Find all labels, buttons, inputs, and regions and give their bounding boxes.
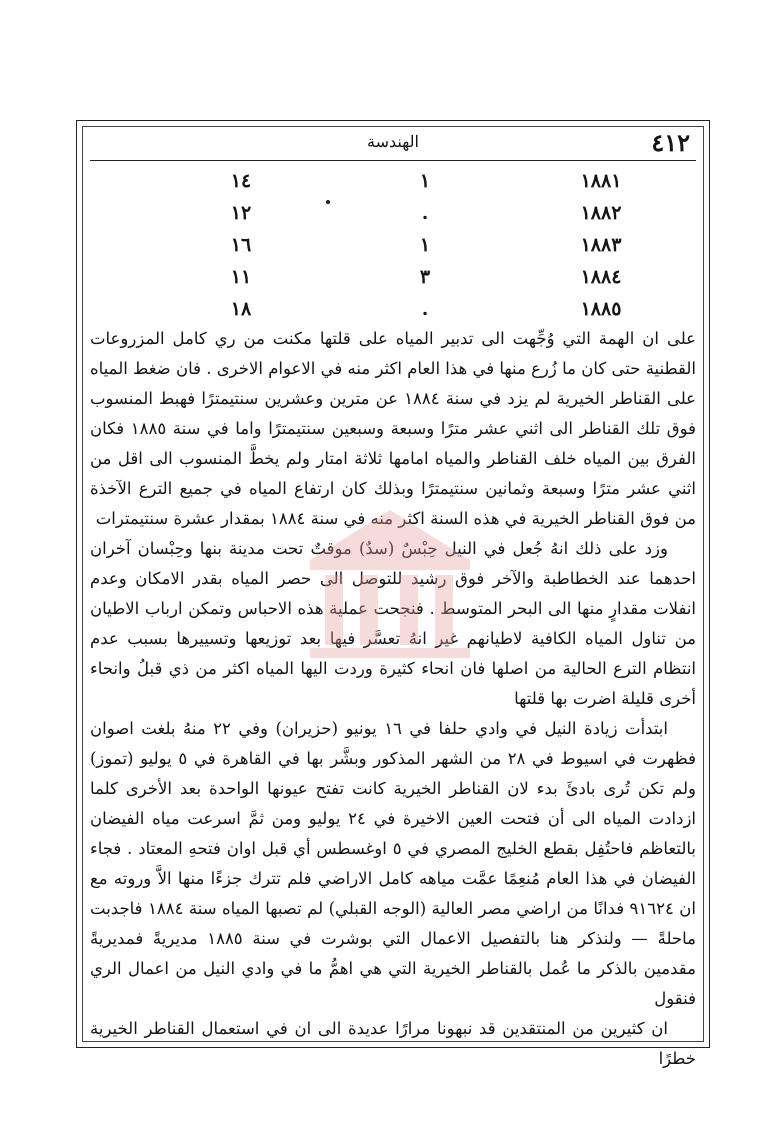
- page-number: ٤١٢: [651, 128, 690, 157]
- middle-cell: ١: [419, 234, 431, 256]
- table-row: [90, 166, 696, 198]
- table-row: [90, 198, 696, 230]
- running-title: الهندسة: [367, 132, 419, 151]
- page-header: [90, 126, 696, 161]
- table-row: [90, 294, 696, 326]
- value-cell: ١٨: [230, 298, 252, 320]
- paragraph: ان كثيرين من المنتقدين قد نبهونا مرارًا عديدة الى ان في استعمال القناطر الخيرية خطرًا: [90, 1019, 696, 1068]
- value-cell: ١٦: [230, 234, 252, 256]
- value-cell: ١١: [230, 266, 252, 288]
- year-cell: ١٨٨٥: [580, 298, 622, 320]
- paragraph: وزد على ذلك انهُ جُعل في النيل حِبْسٌ (سدٌ) موقتٌ تحت مدينة بنها وحِبْسان آخران احدهما عند الخطاطبة والآخر فوق رشيد للتوصل الى حصر المياه بقدر الامكان وعدم انفلات مقدارٍ منها الى البحر المتوسط . فنجحت عملية هذه الاحباس وتمكن ارباب الاطيان من تناول المياه الكافية لاطيانهم غير انهُ تعسَّر فيها بعد توزيعها وتسييرها بسبب عدم انتظام الترع الحالية من اصلها فان انحاء كثيرة وردت اليها المياه اكثر من ذي قبلُ وانحاء أخرى قليلة اضرت بها قلتها: [90, 539, 696, 708]
- body-text: [90, 324, 696, 1074]
- data-table: [90, 166, 696, 326]
- middle-cell: ٣: [419, 266, 431, 288]
- table-row: [90, 262, 696, 294]
- value-cell: ١٢: [230, 202, 252, 224]
- paragraph: ابتدأت زيادة النيل في وادي حلفا في ١٦ يونيو (حزيران) وفي ٢٢ منهُ بلغت اصوان فظهرت في اسيوط في ٢٨ من الشهر المذكور وبشَّر بها في القاهرة في ٥ يوليو (تموز) ولم تكن تُرى بادئَ بدء لان القناطر الخيرية كانت تفتح عيونها الواحدة بعد الأخرى كلما ازدادت المياه الى أن فتحت العين الاخيرة في ٢٤ يوليو ومن ثمَّ اسرعت مياه الفيضان بالتعاظم فاحتُفِل بقطع الخليج المصري في ٥ اوغسطس أي قبل اوان فتحهِ المعتاد . فجاء الفيضان في هذا العام مُنعِمًا عمَّت مياهه كامل الاراضي فلم تترك جزءًا منها الاَّ وروته مع ان ٩١٦٢٤ فدانًا من اراضي مصر العالية (الوجه القبلي) لم تصبها المياه سنة ١٨٨٤ فاجدبت ماحلةً — ولنذكر هنا بالتفصيل الاعمال التي بوشرت في سنة ١٨٨٥ مديريةً فمديريةً مقدمين بالذكر ما عُمل بالقناطر الخيرية التي هي اهمُّ ما في وادي النيل من اعمال الري فنقول: [90, 719, 697, 1008]
- middle-cell: ١: [419, 170, 431, 192]
- year-cell: ١٨٨٢: [580, 202, 622, 224]
- middle-cell: .: [421, 298, 429, 320]
- value-cell: ١٤: [230, 170, 252, 192]
- year-cell: ١٨٨٤: [580, 266, 622, 288]
- paragraph: على ان الهمة التي وُجِّهت الى تدبير المياه على قلتها مكنت من ري كامل المزروعات القطنية حتى كان ما زُرع منها في هذا العام اكثر منه في الاعوام الاخرى . فان ضغط المياه على القناطر الخيرية لم يزد في سنة ١٨٨٤ عن مترين وعشرين سنتيمترًا فهبط المنسوب فوق تلك القناطر الى اثني عشر مترًا وسبعة وسبعين سنتيمترًا واما في سنة ١٨٨٥ فكان الفرق بين المياه خلف القناطر والمياه امامها ثلاثة امتار ولم يخطَّ المنسوب الى اقل من اثني عشر مترًا وسبعة وثمانين سنتيمترًا وبذلك كان ارتفاع المياه في جميع الترع الآخذة من فوق القناطر الخيرية في هذه السنة اكثر منه في سنة ١٨٨٤ بمقدار عشرة سنتيمترات: [90, 329, 697, 528]
- year-cell: ١٨٨٣: [580, 234, 622, 256]
- table-row: [90, 230, 696, 262]
- year-cell: ١٨٨١: [580, 170, 622, 192]
- middle-cell: .: [421, 202, 429, 224]
